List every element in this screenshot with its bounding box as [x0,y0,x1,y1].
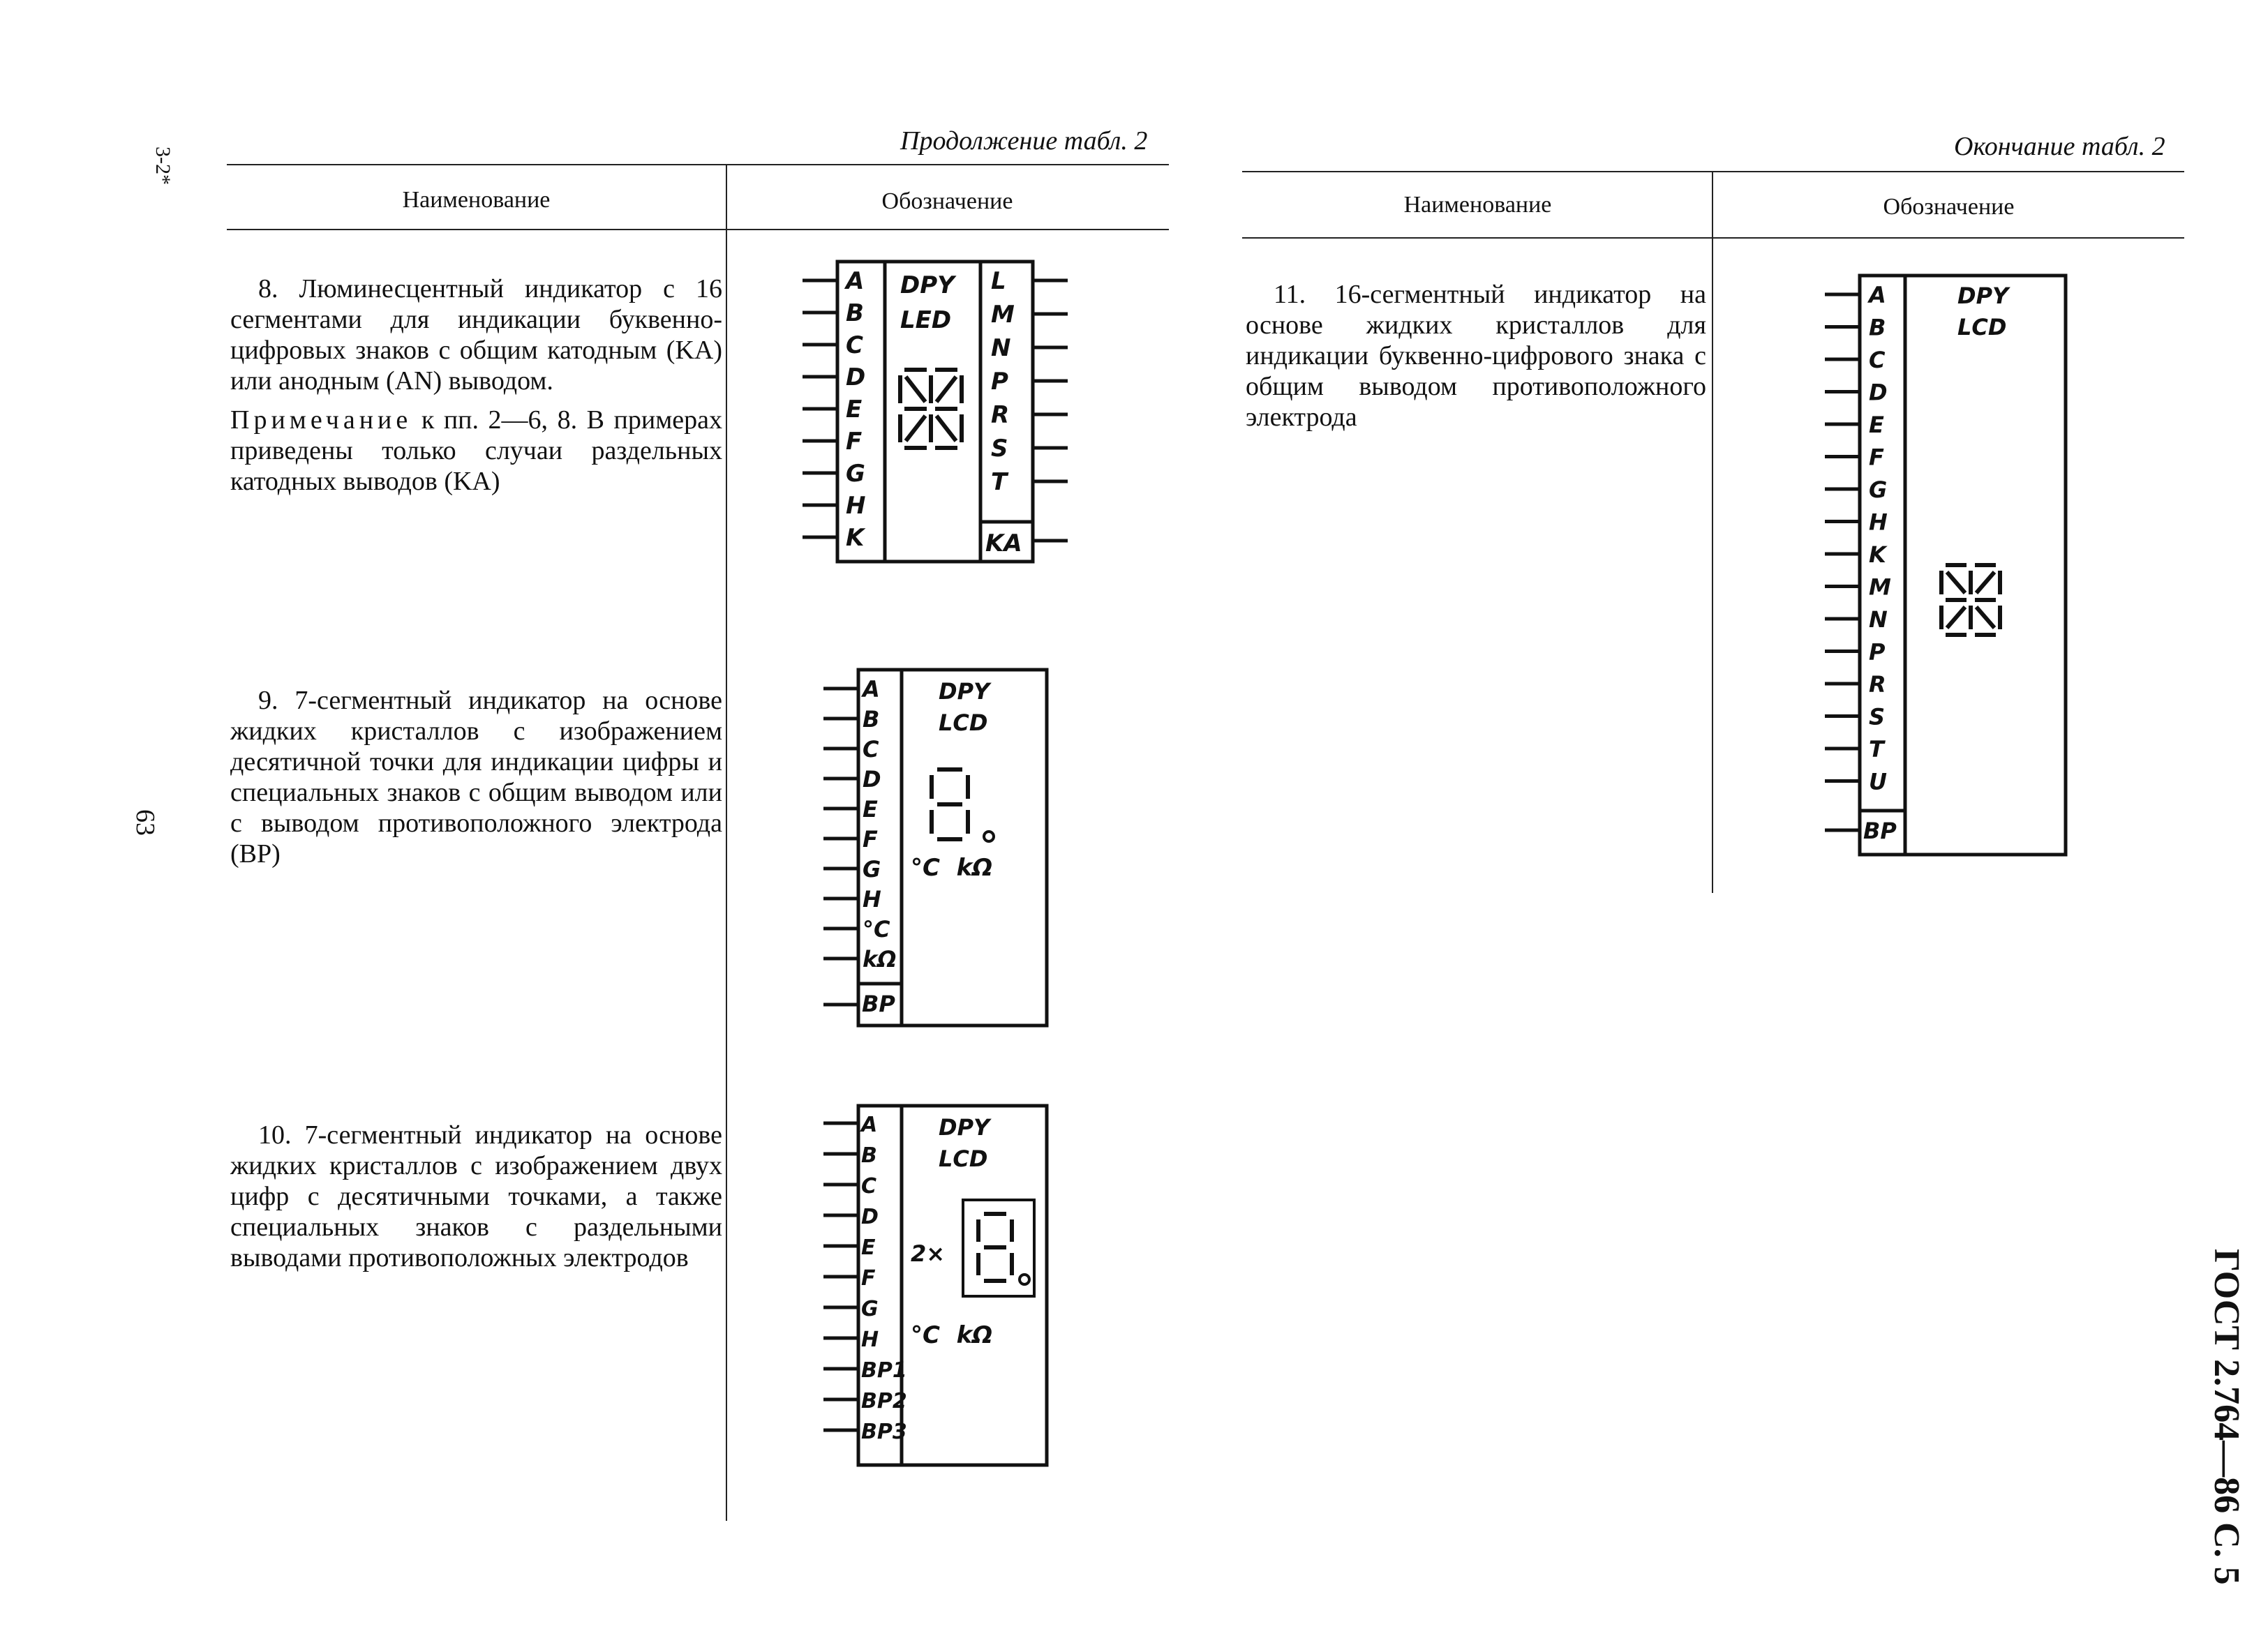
pin-label: G [1869,476,1888,503]
pin-label: kΩ [863,946,897,973]
pin-label: E [846,396,863,423]
pin-label: H [861,1328,879,1352]
pin-label: S [991,435,1008,463]
pin-label: E [861,1236,876,1260]
entry-9 [230,685,722,869]
symbol-10-title-1: DPY [939,1114,990,1141]
pin-label: A [863,676,880,703]
pin-label: C [1869,347,1886,373]
symbol-11-common-pin: BP [1863,818,1897,844]
pin-label: R [1869,671,1886,698]
pin-label: N [991,334,1011,362]
pin-label: H [863,886,881,913]
pin-label: B [863,706,880,733]
symbol-9-units: °C kΩ [911,854,993,882]
symbol-8-title-1: DPY [900,271,955,299]
right-table-caption: Окончание табл. 2 [1954,132,2165,161]
right-table-top-rule [1242,171,2184,172]
pin-label: K [1869,541,1886,568]
entry-8-text: 8. Люминесцентный индикатор с 16 сегментами для индикации буквенно-цифровых знаков с общим катодным (KA) или анодным (AN) выводом. [230,274,722,396]
entry-8 [230,273,722,497]
right-table-head-rule [1242,237,2184,239]
symbol-10-multiplier: 2× [911,1240,946,1267]
pin-label: F [1869,444,1884,471]
pin-label: D [846,363,866,391]
standard-designation: ГОСТ 2.764—86 С. 5 [2207,1249,2246,1585]
pin-label: F [861,1266,876,1291]
right-col-symbol-header: Обозначение [1883,194,2015,220]
symbol-11-lcd-16seg [1814,272,2080,858]
symbol-10-lcd-2digit [816,1102,1054,1469]
pin-label: A [1869,282,1886,308]
sixteen-segment-glyph-icon [1941,565,2000,635]
symbol-8-led-16seg [796,258,1089,565]
pin-label: T [1869,736,1884,763]
pin-label: B [861,1143,877,1168]
symbol-10-title-2: LCD [939,1146,988,1172]
symbol-10-units: °C kΩ [911,1321,993,1349]
pin-label: R [991,401,1010,429]
symbol-11-title-1: DPY [1957,283,2009,309]
symbol-8-title-2: LED [900,306,952,334]
entry-8-note [230,405,722,497]
sixteen-segment-glyph-icon [900,370,962,448]
pin-label: H [846,492,866,520]
right-table-divider [1712,171,1713,893]
symbol-8-common-pin: KA [985,530,1022,557]
left-table-top-rule [227,164,1169,165]
symbol-9-common-pin: BP [862,991,895,1017]
pin-label: P [1869,638,1886,666]
seven-segment-digit-icon [932,769,994,841]
pin-label: °C [863,916,890,943]
symbol-9-lcd-7seg [816,666,1054,1029]
entry-11 [1246,279,1706,433]
left-table-divider [726,164,727,1521]
pin-label: G [846,460,865,488]
pin-label: T [991,468,1008,496]
left-table-caption: Продолжение табл. 2 [900,126,1148,156]
pin-label: N [1869,606,1888,633]
symbol-9-title-1: DPY [939,678,990,705]
corner-mark: 3-2* [151,147,174,185]
left-table-head-rule [227,229,1169,230]
pin-label: BP3 [861,1420,907,1444]
pin-label: C [861,1174,877,1199]
page-number: 63 [130,809,160,836]
pin-label: H [1869,509,1888,536]
pin-label: E [863,796,878,823]
left-col-name-header: Наименование [402,187,551,213]
left-col-symbol-header: Обозначение [881,188,1013,214]
seven-segment-digit-icon [978,1214,1029,1284]
pin-label: G [861,1297,879,1321]
pin-label: E [1869,412,1884,438]
pin-label: K [846,524,865,552]
pin-label: C [846,331,863,359]
pin-label: S [1869,703,1886,730]
pin-label: G [863,856,881,883]
entry-10-text: 10. 7-сегментный индикатор на основе жидких кристаллов с изображением двух цифр с десятичными точками, а также специальных знаков с раздельными выводами противоположных электродов [230,1120,722,1272]
pin-label: C [863,736,879,763]
note-text: к пп. 2—6, 8. В примерах приведены только случаи раздельных катодных выводов (KA) [230,405,723,496]
entry-11-text: 11. 16-сегментный индикатор на основе жидких кристаллов для индикации буквенно-цифрового знака с общим выводом противоположного электрода [1246,280,1706,432]
pin-label: A [861,1113,878,1137]
pin-label: F [846,428,863,456]
pin-label: M [1869,573,1891,601]
pin-label: D [863,766,881,793]
pin-label: A [846,267,865,295]
entry-10 [230,1120,722,1273]
pin-label: BP1 [861,1358,907,1383]
pin-label: B [1869,314,1886,341]
pin-label: BP2 [861,1389,907,1413]
pin-label: F [863,826,878,853]
pin-label: U [1869,768,1887,795]
note-label: Примечание [230,405,412,435]
pin-label: P [991,368,1008,396]
symbol-9-title-2: LCD [939,709,988,736]
entry-9-text: 9. 7-сегментный индикатор на основе жидких кристаллов с изображением десятичной точки для индикации цифры и специальных знаков с общим выводом или с выводом противоположного электрода (BP) [230,686,722,869]
pin-label: M [991,301,1015,329]
pin-label: B [846,299,864,327]
right-col-name-header: Наименование [1403,192,1552,218]
pin-label: D [1869,379,1888,406]
pin-label: L [991,267,1006,295]
pin-label: D [861,1205,879,1229]
symbol-11-title-2: LCD [1957,314,2007,340]
